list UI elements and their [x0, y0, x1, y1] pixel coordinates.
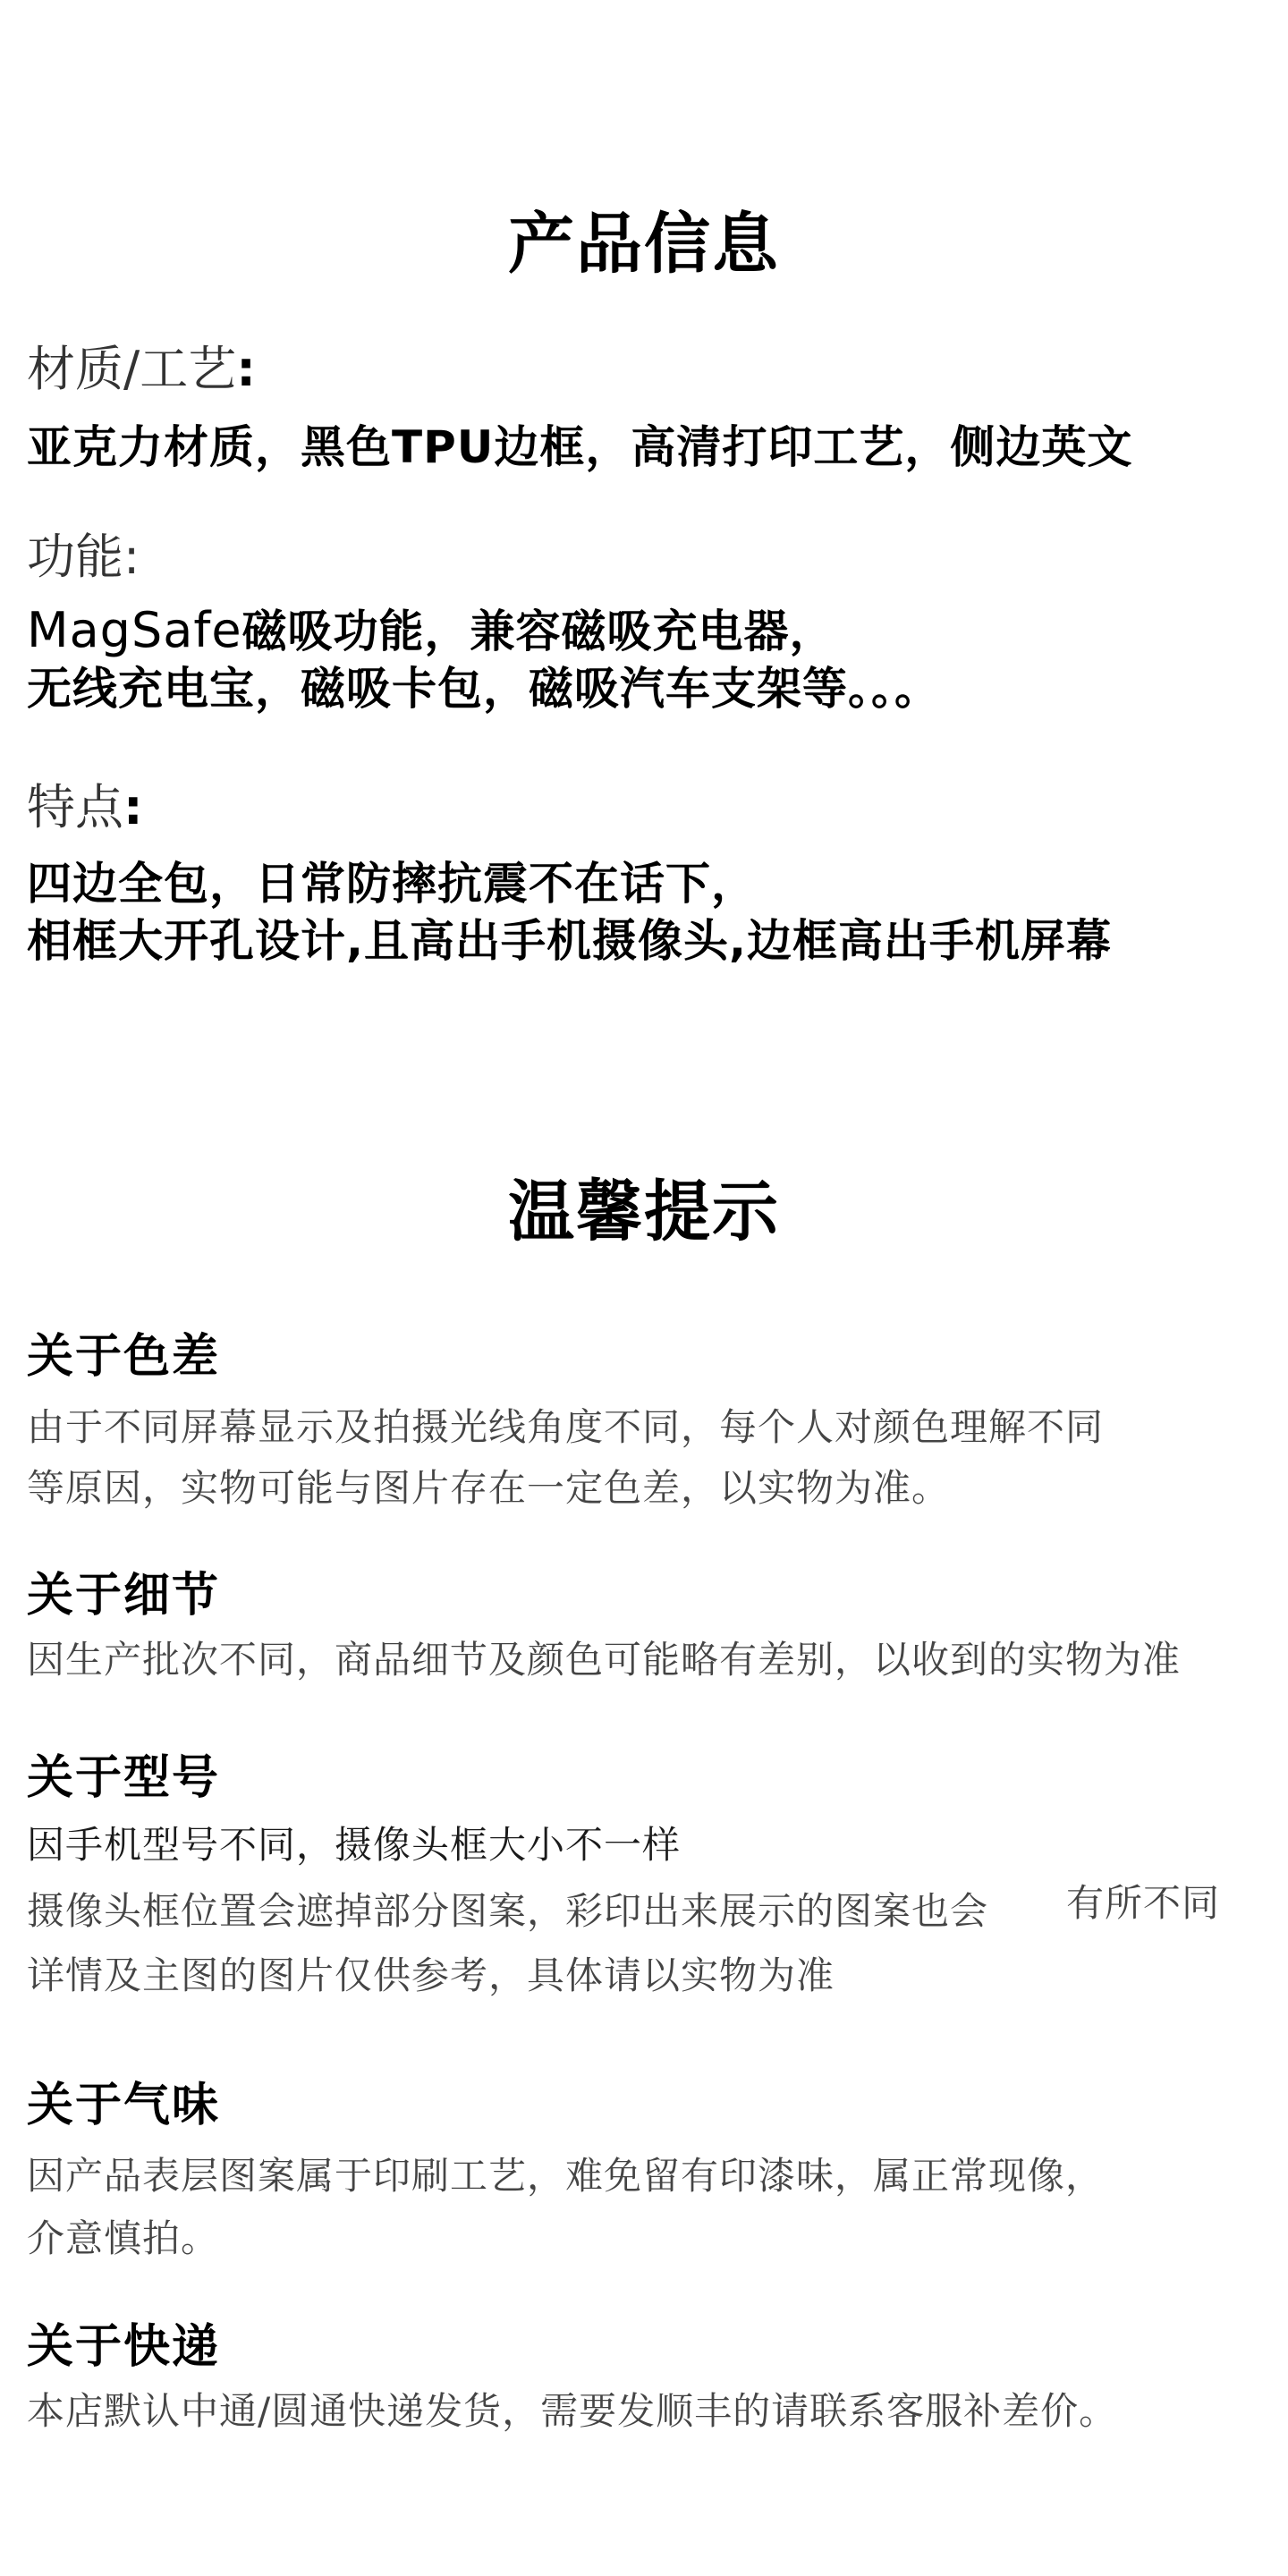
model-line-3: 详情及主图的图片仅供参考，具体请以实物为准: [27, 1953, 835, 1997]
feature-label-colon: :: [123, 779, 143, 835]
details-heading: 关于细节: [27, 1569, 221, 1623]
function-label: 功能:: [27, 529, 140, 585]
material-text: 亚克力材质，黑色TPU边框，高清打印工艺，侧边英文: [27, 421, 1133, 473]
function-line-1-rest: 磁吸功能，兼容磁吸充电器，: [242, 606, 835, 657]
material-label: [27, 341, 256, 397]
shipping-heading: 关于快递: [27, 2320, 221, 2374]
model-line-1: 因手机型号不同，摄像头框大小不一样: [27, 1823, 682, 1867]
feature-label-text: 特点: [27, 779, 123, 835]
material-label-text: 材质/工艺: [27, 341, 237, 397]
model-line-2-tail: 有所不同: [1066, 1881, 1221, 1925]
tips-title: 温馨提示: [508, 1174, 780, 1250]
smell-line-1: 因产品表层图案属于印刷工艺，难免留有印漆味，属正常现像，: [27, 2154, 1105, 2198]
feature-line-1: 四边全包，日常防摔抗震不在话下，: [27, 858, 757, 910]
function-line-1: [27, 602, 835, 658]
function-line-2: 无线充电宝，磁吸卡包，磁吸汽车支架等。。。: [27, 663, 940, 715]
smell-line-2: 介意慎拍。: [27, 2216, 220, 2260]
smell-heading: 关于气味: [27, 2079, 221, 2132]
model-line-2: 摄像头框位置会遮掉部分图案，彩印出来展示的图案也会: [27, 1889, 989, 1933]
color-diff-line-1: 由于不同屏幕显示及拍摄光线角度不同，每个人对颜色理解不同: [27, 1405, 1105, 1449]
model-heading: 关于型号: [27, 1751, 221, 1805]
feature-label: [27, 779, 143, 835]
shipping-line-1: 本店默认中通/圆通快递发货，需要发顺丰的请联系客服补差价。: [27, 2389, 1118, 2433]
color-diff-heading: 关于色差: [27, 1330, 221, 1384]
magsafe-text: MagSafe: [27, 602, 242, 658]
material-label-colon: :: [236, 341, 256, 397]
feature-line-2: 相框大开孔设计,且高出手机摄像头,边框高出手机屏幕: [27, 915, 1112, 967]
details-line-1: 因生产批次不同，商品细节及颜色可能略有差别，以收到的实物为准: [27, 1638, 1182, 1682]
product-info-title: 产品信息: [508, 206, 780, 283]
color-diff-line-2: 等原因，实物可能与图片存在一定色差，以实物为准。: [27, 1466, 951, 1510]
